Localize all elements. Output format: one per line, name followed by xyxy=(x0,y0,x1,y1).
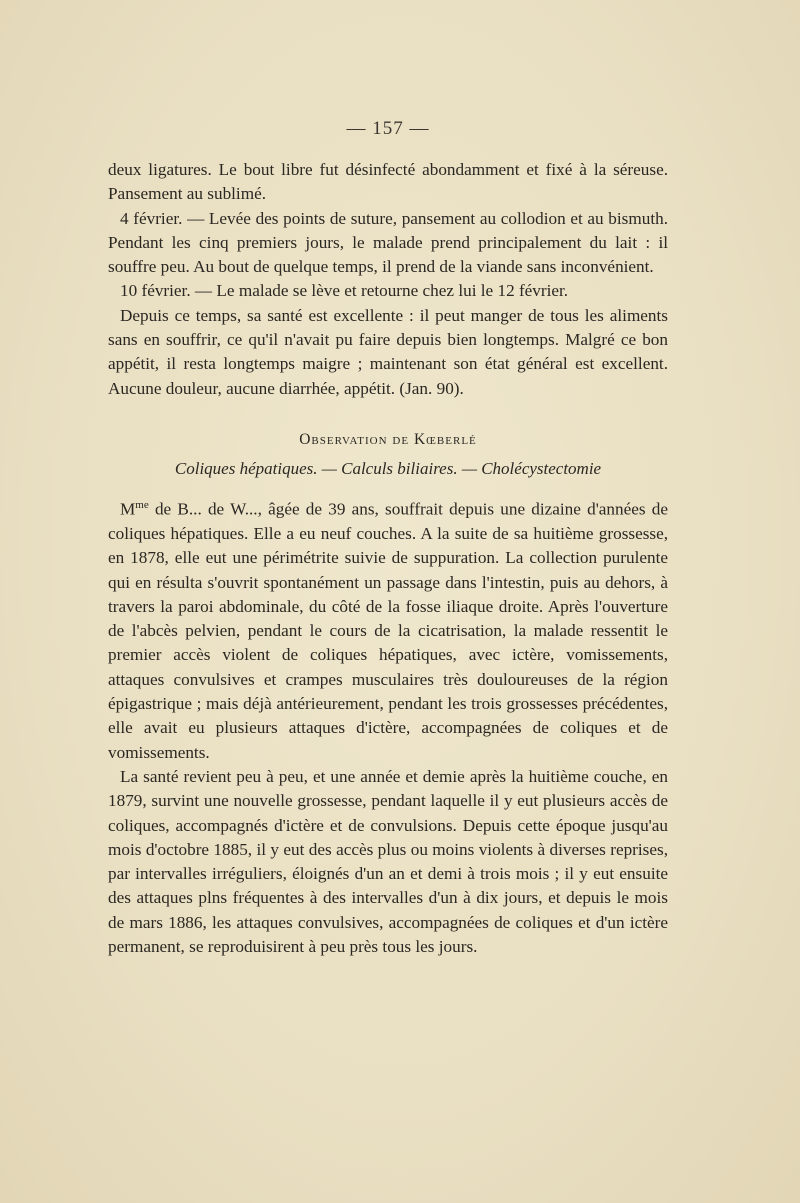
paragraph: deux ligatures. Le bout libre fut désinfecté abondamment et fixé à la séreuse. Pansement au sublimé. xyxy=(108,160,668,204)
page-number: — 157 — xyxy=(346,118,430,139)
paragraph-text: de B... de W..., âgée de 39 ans, souffrait depuis une dizaine d'années de coliques hépatiques. Elle a eu neuf couches. A la suite de sa huitième grossesse, en 1878, elle eut une périmétrite suivie de suppuration. La collection purulente qui en résulta s'ouvrit spontanément un passage dans l'intestin, puis au dehors, à travers la paroi abdominale, du côté de la fosse iliaque droite. Après l'ouverture de l'abcès pelvien, pendant le cours de la cicatrisation, la malade ressentit le premier accès violent de coliques hépatiques, avec ictère, vomissements, attaques convulsives et crampes musculaires très douloureuses de la région épigastrique ; mais déjà antérieurement, pendant les trois grossesses précédentes, elle avait eu plusieurs attaques d'ictère, accompagnées de coliques et de vomissements. xyxy=(108,499,668,762)
paragraph: 4 février. — Levée des points de suture, pansement au collodion et au bismuth. Pendant les cinq premiers jours, le malade prend principalement du lait : il souffre peu. Au bout de quelque temps, il prend de la viande sans inconvénient. xyxy=(108,208,668,277)
section-title: Observation de Kœberlé xyxy=(299,430,477,448)
page-content xyxy=(108,118,668,959)
paragraph-lead: M xyxy=(120,499,136,519)
paragraph: Depuis ce temps, sa santé est excellente : il peut manger de tous les aliments sans en souffrir, ce qu'il n'avait pu faire depuis bien longtemps. Malgré ce bon appétit, il resta longtemps maigre ; maintenant son état général est excellent. Aucune douleur, aucune diarrhée, appétit. (Jan. 90). xyxy=(108,305,668,398)
paragraph xyxy=(108,493,668,765)
paragraph: 10 février. — Le malade se lève et retourne chez lui le 12 février. xyxy=(120,281,569,301)
paragraph-text: La santé revient peu à peu, et une année et demie après la huitième couche, en 1879, survint une nouvelle grossesse, pendant laquelle il y eut plusieurs accès de coliques, accompagnés d'ictère et de convulsions. Depuis cette époque jusqu'au mois d'octobre 1885, il y eut des accès plus ou moins violents à diverses reprises, par intervalles irréguliers, éloignés d'un an et demi à trois mois ; il y eut ensuite des attaques plns fréquentes à des intervalles d'un à dix jours, et depuis le mois de mars 1886, les attaques convulsives, accompagnées de coliques et d'un ictère permanent, se reproduisirent à peu près tous les jours. xyxy=(108,766,668,957)
paragraph xyxy=(108,765,668,959)
section-subtitle: Coliques hépatiques. — Calculs biliaires. — Cholécystectomie xyxy=(174,458,602,478)
paragraph-lead-superscript: me xyxy=(135,498,149,511)
